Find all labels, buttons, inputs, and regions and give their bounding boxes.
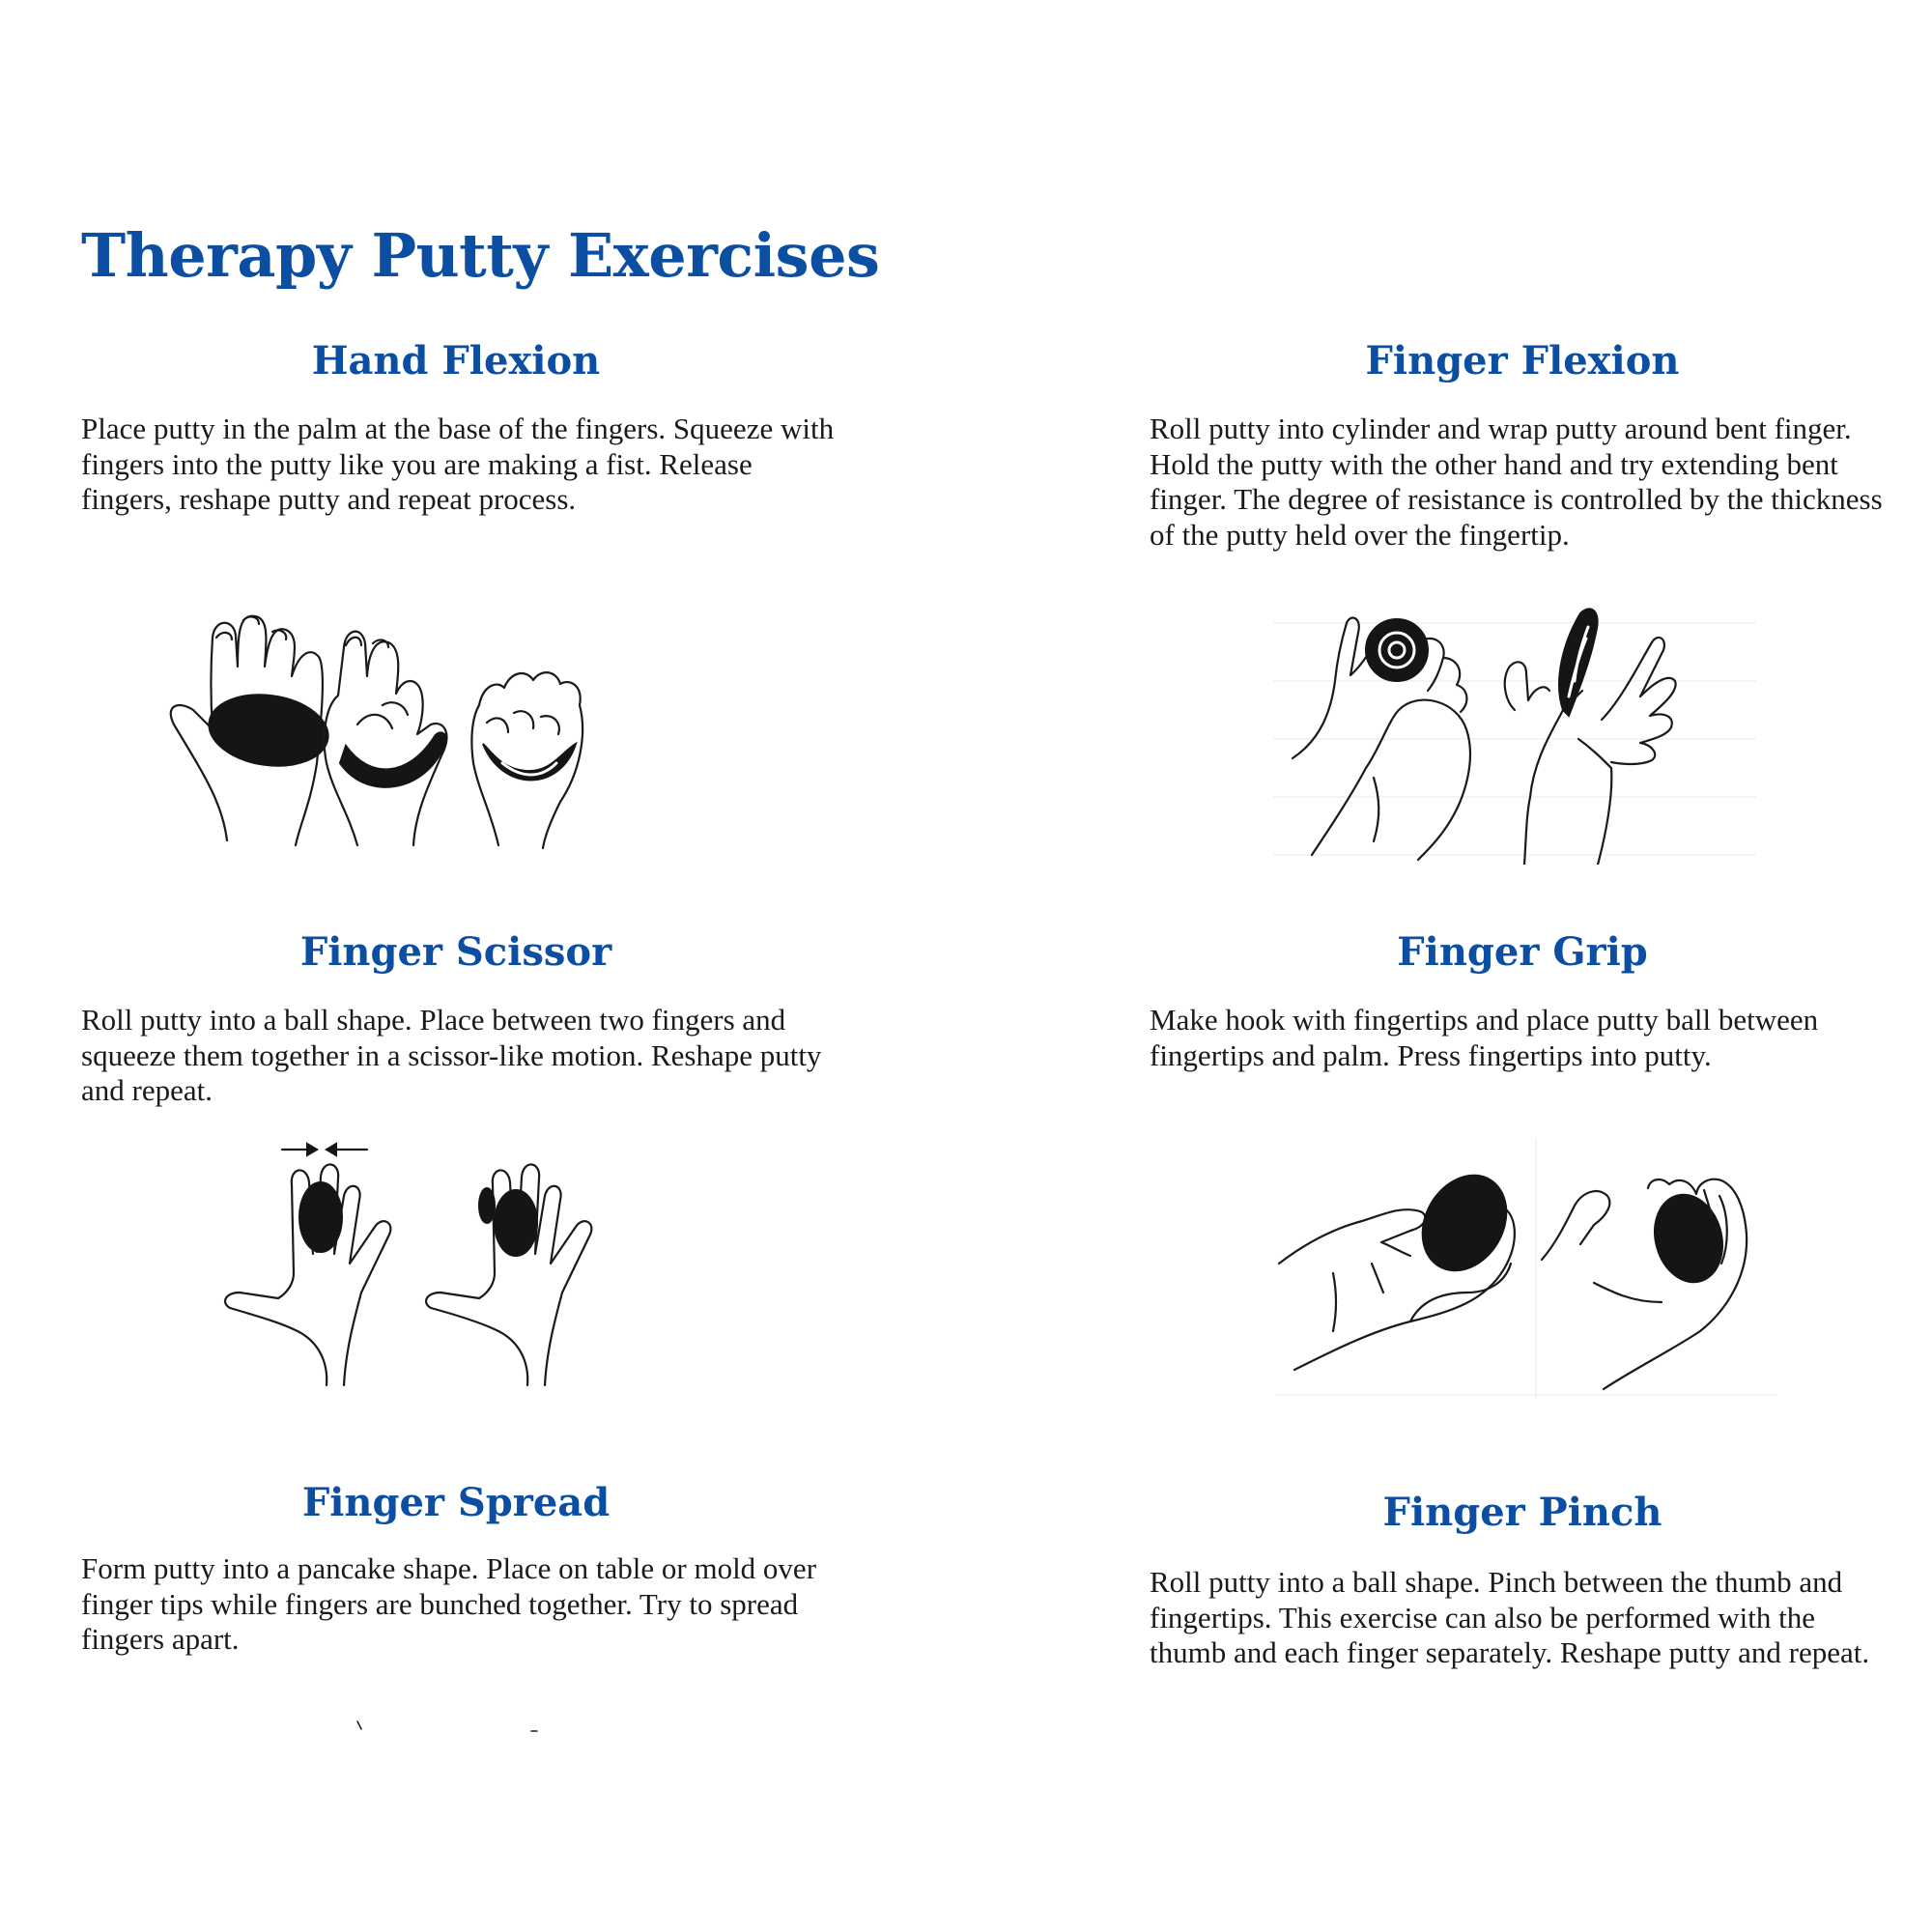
finger-flexion-illustration — [1273, 604, 1756, 865]
finger-spread-description: Form putty into a pancake shape. Place on table or mold over finger tips while fingers are bunched together. Try to spread fingers apart. — [81, 1551, 817, 1656]
finger-grip-description: Make hook with fingertips and place putty ball between fingertips and palm. Press fingertips into putty. — [1150, 1003, 1819, 1072]
squeeze-arrows-icon — [282, 1144, 367, 1155]
finger-flexion-description: Roll putty into cylinder and wrap putty around bent finger. Hold the putty with the other hand and try extending bent finger. The degree of resistance is controlled by the thickness of the putty held over the fingertip. — [1150, 412, 1883, 552]
grid-lines — [1273, 623, 1756, 855]
fist-hand-icon — [471, 672, 582, 848]
hand-flexion-heading: Hand Flexion — [311, 338, 601, 384]
finger-scissor-illustration — [220, 1138, 674, 1389]
open-palm-hand-icon — [171, 616, 333, 845]
finger-grip-heading: Finger Grip — [1397, 929, 1648, 975]
finger-spread-heading: Finger Spread — [301, 1480, 611, 1525]
finger-spread-illustration-fragment — [155, 1719, 657, 1739]
squeezing-hand-icon — [325, 632, 447, 845]
hook-grip-hand-icon — [1542, 1179, 1747, 1389]
extending-finger-hand-icon — [1505, 609, 1676, 865]
scissor-hand-icon-2 — [426, 1164, 591, 1385]
scissor-hand-icon — [225, 1164, 390, 1385]
finger-grip-illustration — [1275, 1138, 1777, 1399]
finger-pinch-description: Roll putty into a ball shape. Pinch between the thumb and fingertips. This exercise can also be performed with the thumb and each finger separately. Reshape putty and repeat. — [1150, 1565, 1870, 1669]
finger-scissor-heading: Finger Scissor — [299, 929, 612, 975]
hand-flexion-description: Place putty in the palm at the base of the fingers. Squeeze with fingers into the putty like you are making a fist. Release fingers, reshape putty and repeat process. — [81, 412, 835, 516]
finger-flexion-heading: Finger Flexion — [1365, 338, 1680, 384]
cupped-grip-hand-icon — [1279, 1160, 1523, 1370]
hand-flexion-illustration — [155, 609, 657, 860]
page-title: Therapy Putty Exercises — [81, 220, 880, 291]
finger-pinch-heading: Finger Pinch — [1382, 1490, 1662, 1535]
finger-scissor-description: Roll putty into a ball shape. Place between two fingers and squeeze them together in a scissor-like motion. Reshape putty and repeat. — [81, 1003, 822, 1107]
